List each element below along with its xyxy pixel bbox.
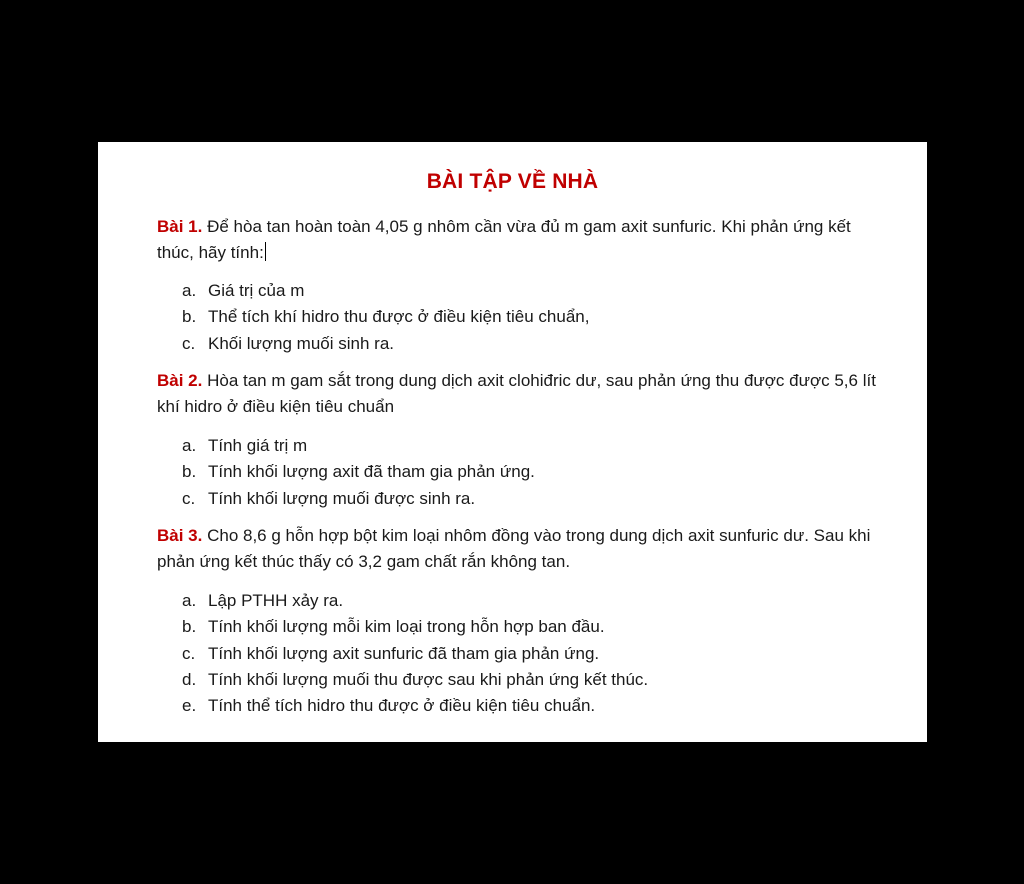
list-item-text: Tính khối lượng axit sunfuric đã tham gia phản ứng.: [208, 643, 600, 663]
list-marker: a.: [182, 591, 197, 610]
list-item-text: Tính khối lượng axit đã tham gia phản ứng.: [208, 462, 535, 482]
problem-text: Để hòa tan hoàn toàn 4,05 g nhôm cần vừa đủ m gam axit sunfuric. Khi phản ứng kết thúc, hãy tính:: [157, 217, 851, 262]
problem-label: Bài 1.: [157, 217, 203, 236]
list-marker: c.: [182, 488, 196, 508]
page-title: BÀI TẬP VỀ NHÀ: [426, 170, 599, 193]
list-item: [182, 304, 589, 330]
problem-text: Cho 8,6 g hỗn hợp bột kim loại nhôm đồng vào trong dung dịch axit sunfuric dư. Sau khi phản ứng kết thúc thấy có 3,2 gam chất rắn không tan.: [157, 526, 871, 571]
problem-2-list: [182, 433, 535, 512]
problem-2: [157, 368, 892, 420]
list-item-text: Giá trị của m: [208, 281, 305, 300]
problem-text: Hòa tan m gam sắt trong dung dịch axit clohiđric dư, sau phản ứng thu được được 5,6 lít khí hidro ở điều kiện tiêu chuẩn: [157, 371, 876, 416]
list-item-text: Khối lượng muối sinh ra.: [208, 333, 395, 353]
list-item: [182, 588, 648, 614]
problem-1: [157, 214, 892, 266]
problem-label: Bài 3.: [157, 526, 203, 545]
list-item: [182, 486, 535, 512]
list-marker: b.: [182, 462, 197, 482]
problem-3-list: [182, 588, 648, 719]
list-marker: c.: [182, 333, 196, 353]
document-page: [98, 142, 927, 742]
list-item-text: Tính khối lượng mỗi kim loại trong hỗn hợp ban đầu.: [208, 617, 605, 637]
list-marker: e.: [182, 696, 197, 716]
list-item: [182, 641, 648, 667]
list-item: [182, 614, 648, 640]
list-item-text: Thể tích khí hidro thu được ở điều kiện tiêu chuẩn,: [208, 307, 590, 327]
list-marker: d.: [182, 669, 197, 689]
list-item-text: Tính giá trị m: [208, 436, 308, 455]
problem-1-list: [182, 278, 589, 357]
list-marker: a.: [182, 436, 197, 455]
list-item-text: Tính thể tích hidro thu được ở điều kiện tiêu chuẩn.: [208, 696, 596, 716]
list-item-text: Tính khối lượng muối được sinh ra.: [208, 488, 476, 508]
text-cursor: [265, 242, 266, 261]
list-item: [182, 459, 535, 485]
list-item: [182, 331, 589, 357]
list-marker: b.: [182, 617, 197, 637]
problem-label: Bài 2.: [157, 371, 203, 390]
list-item-text: Tính khối lượng muối thu được sau khi phản ứng kết thúc.: [208, 669, 649, 689]
problem-3: [157, 523, 892, 575]
list-marker: b.: [182, 307, 197, 327]
list-marker: c.: [182, 643, 196, 663]
list-item-text: Lập PTHH xảy ra.: [208, 591, 344, 610]
list-item: [182, 433, 535, 459]
list-item: [182, 278, 589, 304]
list-item: [182, 667, 648, 693]
list-item: [182, 693, 648, 719]
list-marker: a.: [182, 281, 197, 300]
